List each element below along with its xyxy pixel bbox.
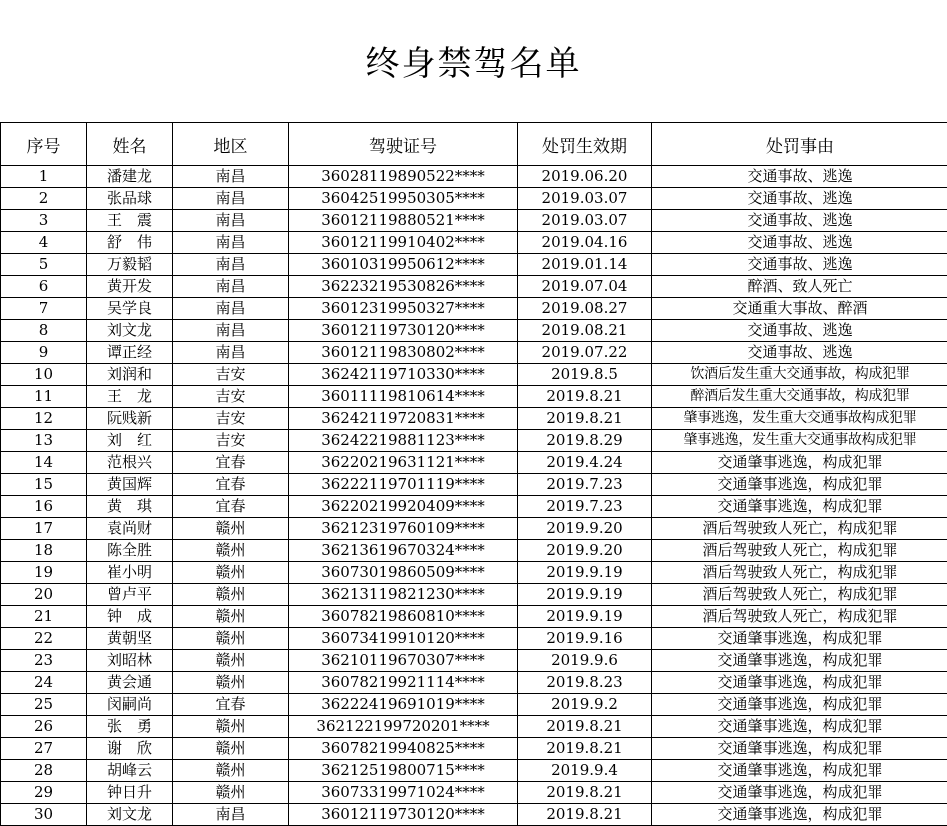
cell-effective-date: 2019.08.21	[518, 320, 652, 342]
cell-index: 28	[1, 760, 87, 782]
cell-name: 张品球	[87, 188, 173, 210]
cell-license: 36220219920409****	[289, 496, 518, 518]
cell-name: 吴学良	[87, 298, 173, 320]
table-row	[1, 738, 947, 760]
cell-reason: 交通肇事逃逸，构成犯罪	[652, 672, 947, 694]
cell-name: 范根兴	[87, 452, 173, 474]
table-body	[1, 166, 947, 826]
cell-license: 36073319971024****	[289, 782, 518, 804]
cell-reason: 交通肇事逃逸，构成犯罪	[652, 694, 947, 716]
cell-effective-date: 2019.9.19	[518, 562, 652, 584]
cell-reason: 交通事故、逃逸	[652, 210, 947, 232]
cell-region: 赣州	[173, 628, 289, 650]
table-row	[1, 716, 947, 738]
cell-effective-date: 2019.8.21	[518, 386, 652, 408]
cell-license: 36213119821230****	[289, 584, 518, 606]
cell-reason: 交通肇事逃逸，构成犯罪	[652, 496, 947, 518]
cell-reason: 醉酒后发生重大交通事故，构成犯罪	[652, 386, 947, 408]
cell-index: 18	[1, 540, 87, 562]
table-row	[1, 584, 947, 606]
cell-effective-date: 2019.9.6	[518, 650, 652, 672]
cell-index: 7	[1, 298, 87, 320]
cell-license: 36012119910402****	[289, 232, 518, 254]
cell-index: 11	[1, 386, 87, 408]
cell-reason: 交通事故、逃逸	[652, 342, 947, 364]
cell-effective-date: 2019.7.23	[518, 474, 652, 496]
cell-region: 赣州	[173, 760, 289, 782]
table-row	[1, 650, 947, 672]
column-header-name: 姓名	[87, 123, 173, 166]
cell-reason: 交通肇事逃逸，构成犯罪	[652, 782, 947, 804]
cell-name: 袁尚财	[87, 518, 173, 540]
table-row	[1, 166, 947, 188]
table-row	[1, 364, 947, 386]
cell-name: 刘润和	[87, 364, 173, 386]
cell-effective-date: 2019.8.21	[518, 716, 652, 738]
cell-reason: 醉酒、致人死亡	[652, 276, 947, 298]
column-header-index: 序号	[1, 123, 87, 166]
cell-name: 闵嗣尚	[87, 694, 173, 716]
cell-effective-date: 2019.8.29	[518, 430, 652, 452]
cell-license: 362122199720201****	[289, 716, 518, 738]
table-row	[1, 232, 947, 254]
cell-name: 谭正经	[87, 342, 173, 364]
cell-index: 22	[1, 628, 87, 650]
table-row	[1, 562, 947, 584]
cell-license: 36012119730120****	[289, 804, 518, 826]
cell-region: 赣州	[173, 672, 289, 694]
table-row	[1, 496, 947, 518]
table-row	[1, 188, 947, 210]
cell-name: 胡峰云	[87, 760, 173, 782]
cell-license: 36012119830802****	[289, 342, 518, 364]
cell-name: 黄开发	[87, 276, 173, 298]
cell-region: 宜春	[173, 694, 289, 716]
cell-index: 24	[1, 672, 87, 694]
cell-index: 30	[1, 804, 87, 826]
table-row	[1, 628, 947, 650]
column-header-effective-date: 处罚生效期	[518, 123, 652, 166]
cell-license: 36222119701119****	[289, 474, 518, 496]
table-row	[1, 386, 947, 408]
cell-region: 赣州	[173, 562, 289, 584]
cell-name: 刘昭林	[87, 650, 173, 672]
cell-index: 29	[1, 782, 87, 804]
cell-reason: 酒后驾驶致人死亡，构成犯罪	[652, 584, 947, 606]
cell-license: 36078219940825****	[289, 738, 518, 760]
cell-name: 阮贱新	[87, 408, 173, 430]
cell-index: 8	[1, 320, 87, 342]
cell-effective-date: 2019.8.21	[518, 782, 652, 804]
cell-reason: 交通肇事逃逸，构成犯罪	[652, 804, 947, 826]
cell-region: 赣州	[173, 584, 289, 606]
cell-effective-date: 2019.8.21	[518, 408, 652, 430]
cell-region: 宜春	[173, 474, 289, 496]
cell-effective-date: 2019.03.07	[518, 210, 652, 232]
table-row	[1, 474, 947, 496]
page-title: 终身禁驾名单	[365, 44, 582, 84]
table-row	[1, 672, 947, 694]
cell-effective-date: 2019.9.19	[518, 606, 652, 628]
cell-region: 南昌	[173, 320, 289, 342]
cell-license: 36073419910120****	[289, 628, 518, 650]
cell-name: 谢 欣	[87, 738, 173, 760]
cell-effective-date: 2019.9.4	[518, 760, 652, 782]
cell-license: 36028119890522****	[289, 166, 518, 188]
cell-reason: 酒后驾驶致人死亡，构成犯罪	[652, 606, 947, 628]
cell-name: 钟 成	[87, 606, 173, 628]
cell-index: 4	[1, 232, 87, 254]
table-row	[1, 606, 947, 628]
cell-license: 36242119720831****	[289, 408, 518, 430]
cell-effective-date: 2019.9.2	[518, 694, 652, 716]
cell-reason: 交通肇事逃逸，构成犯罪	[652, 650, 947, 672]
cell-effective-date: 2019.7.23	[518, 496, 652, 518]
cell-reason: 酒后驾驶致人死亡，构成犯罪	[652, 518, 947, 540]
cell-effective-date: 2019.01.14	[518, 254, 652, 276]
cell-name: 王 震	[87, 210, 173, 232]
cell-reason: 酒后驾驶致人死亡，构成犯罪	[652, 562, 947, 584]
table-row	[1, 452, 947, 474]
cell-license: 36078219921114****	[289, 672, 518, 694]
cell-license: 36222419691019****	[289, 694, 518, 716]
cell-region: 南昌	[173, 166, 289, 188]
cell-license: 36242119710330****	[289, 364, 518, 386]
cell-region: 南昌	[173, 804, 289, 826]
cell-name: 陈全胜	[87, 540, 173, 562]
cell-region: 南昌	[173, 188, 289, 210]
cell-region: 南昌	[173, 342, 289, 364]
cell-index: 19	[1, 562, 87, 584]
cell-index: 13	[1, 430, 87, 452]
cell-license: 36011119810614****	[289, 386, 518, 408]
cell-effective-date: 2019.8.5	[518, 364, 652, 386]
table-row	[1, 320, 947, 342]
cell-region: 吉安	[173, 386, 289, 408]
column-header-region: 地区	[173, 123, 289, 166]
cell-license: 36078219860810****	[289, 606, 518, 628]
cell-index: 20	[1, 584, 87, 606]
cell-index: 9	[1, 342, 87, 364]
cell-name: 曾卢平	[87, 584, 173, 606]
cell-reason: 交通肇事逃逸，构成犯罪	[652, 474, 947, 496]
cell-reason: 交通肇事逃逸，构成犯罪	[652, 452, 947, 474]
cell-name: 黄国辉	[87, 474, 173, 496]
table-row	[1, 408, 947, 430]
cell-index: 27	[1, 738, 87, 760]
cell-region: 赣州	[173, 716, 289, 738]
cell-effective-date: 2019.07.22	[518, 342, 652, 364]
cell-license: 36212519800715****	[289, 760, 518, 782]
cell-index: 15	[1, 474, 87, 496]
cell-effective-date: 2019.08.27	[518, 298, 652, 320]
table-row	[1, 540, 947, 562]
cell-name: 黄 琪	[87, 496, 173, 518]
cell-license: 36220219631121****	[289, 452, 518, 474]
cell-license: 36012119730120****	[289, 320, 518, 342]
cell-name: 崔小明	[87, 562, 173, 584]
table-header-row	[1, 123, 947, 166]
cell-name: 王 龙	[87, 386, 173, 408]
cell-effective-date: 2019.04.16	[518, 232, 652, 254]
column-header-license: 驾驶证号	[289, 123, 518, 166]
cell-reason: 交通肇事逃逸，构成犯罪	[652, 738, 947, 760]
cell-index: 2	[1, 188, 87, 210]
cell-license: 36242219881123****	[289, 430, 518, 452]
cell-name: 万毅韬	[87, 254, 173, 276]
cell-reason: 交通事故、逃逸	[652, 254, 947, 276]
cell-name: 张 勇	[87, 716, 173, 738]
cell-effective-date: 2019.07.04	[518, 276, 652, 298]
cell-region: 南昌	[173, 254, 289, 276]
cell-reason: 交通事故、逃逸	[652, 320, 947, 342]
cell-index: 25	[1, 694, 87, 716]
cell-license: 36012119880521****	[289, 210, 518, 232]
cell-reason: 交通肇事逃逸，构成犯罪	[652, 628, 947, 650]
cell-index: 6	[1, 276, 87, 298]
cell-name: 舒 伟	[87, 232, 173, 254]
cell-index: 10	[1, 364, 87, 386]
cell-index: 1	[1, 166, 87, 188]
cell-region: 宜春	[173, 496, 289, 518]
cell-effective-date: 2019.8.21	[518, 738, 652, 760]
table-row	[1, 804, 947, 826]
cell-region: 南昌	[173, 298, 289, 320]
cell-index: 5	[1, 254, 87, 276]
cell-name: 黄会通	[87, 672, 173, 694]
cell-name: 黄朝坚	[87, 628, 173, 650]
cell-effective-date: 2019.8.23	[518, 672, 652, 694]
cell-reason: 交通肇事逃逸，构成犯罪	[652, 716, 947, 738]
cell-region: 宜春	[173, 452, 289, 474]
table-row	[1, 210, 947, 232]
cell-license: 36073019860509****	[289, 562, 518, 584]
cell-index: 16	[1, 496, 87, 518]
cell-region: 赣州	[173, 782, 289, 804]
cell-index: 12	[1, 408, 87, 430]
cell-region: 赣州	[173, 650, 289, 672]
cell-region: 赣州	[173, 518, 289, 540]
cell-effective-date: 2019.9.19	[518, 584, 652, 606]
ban-list-table	[0, 122, 947, 826]
cell-region: 赣州	[173, 738, 289, 760]
table-row	[1, 342, 947, 364]
cell-region: 南昌	[173, 276, 289, 298]
cell-reason: 肇事逃逸，发生重大交通事故构成犯罪	[652, 430, 947, 452]
column-header-reason: 处罚事由	[652, 123, 947, 166]
cell-index: 26	[1, 716, 87, 738]
cell-region: 南昌	[173, 232, 289, 254]
cell-region: 吉安	[173, 430, 289, 452]
cell-region: 吉安	[173, 364, 289, 386]
cell-effective-date: 2019.9.16	[518, 628, 652, 650]
cell-index: 3	[1, 210, 87, 232]
cell-name: 刘 红	[87, 430, 173, 452]
cell-license: 36010319950612****	[289, 254, 518, 276]
cell-reason: 肇事逃逸，发生重大交通事故构成犯罪	[652, 408, 947, 430]
cell-license: 36223219530826****	[289, 276, 518, 298]
cell-region: 吉安	[173, 408, 289, 430]
cell-effective-date: 2019.03.07	[518, 188, 652, 210]
cell-effective-date: 2019.9.20	[518, 540, 652, 562]
cell-license: 36212319760109****	[289, 518, 518, 540]
cell-index: 23	[1, 650, 87, 672]
cell-reason: 交通事故、逃逸	[652, 188, 947, 210]
cell-reason: 交通事故、逃逸	[652, 232, 947, 254]
table-row	[1, 430, 947, 452]
cell-region: 赣州	[173, 540, 289, 562]
cell-region: 南昌	[173, 210, 289, 232]
cell-name: 刘文龙	[87, 804, 173, 826]
cell-license: 36012319950327****	[289, 298, 518, 320]
cell-effective-date: 2019.8.21	[518, 804, 652, 826]
cell-index: 21	[1, 606, 87, 628]
table-row	[1, 782, 947, 804]
cell-name: 刘文龙	[87, 320, 173, 342]
cell-effective-date: 2019.4.24	[518, 452, 652, 474]
cell-name: 钟日升	[87, 782, 173, 804]
cell-effective-date: 2019.9.20	[518, 518, 652, 540]
cell-reason: 交通重大事故、醉酒	[652, 298, 947, 320]
cell-license: 36213619670324****	[289, 540, 518, 562]
cell-reason: 酒后驾驶致人死亡，构成犯罪	[652, 540, 947, 562]
table-row	[1, 276, 947, 298]
cell-license: 36210119670307****	[289, 650, 518, 672]
cell-index: 17	[1, 518, 87, 540]
cell-reason: 交通事故、逃逸	[652, 166, 947, 188]
cell-reason: 交通肇事逃逸，构成犯罪	[652, 760, 947, 782]
table-row	[1, 298, 947, 320]
cell-region: 赣州	[173, 606, 289, 628]
table-row	[1, 694, 947, 716]
cell-reason: 饮酒后发生重大交通事故，构成犯罪	[652, 364, 947, 386]
table-row	[1, 518, 947, 540]
cell-effective-date: 2019.06.20	[518, 166, 652, 188]
table-row	[1, 760, 947, 782]
cell-name: 潘建龙	[87, 166, 173, 188]
table-row	[1, 254, 947, 276]
cell-index: 14	[1, 452, 87, 474]
cell-license: 36042519950305****	[289, 188, 518, 210]
